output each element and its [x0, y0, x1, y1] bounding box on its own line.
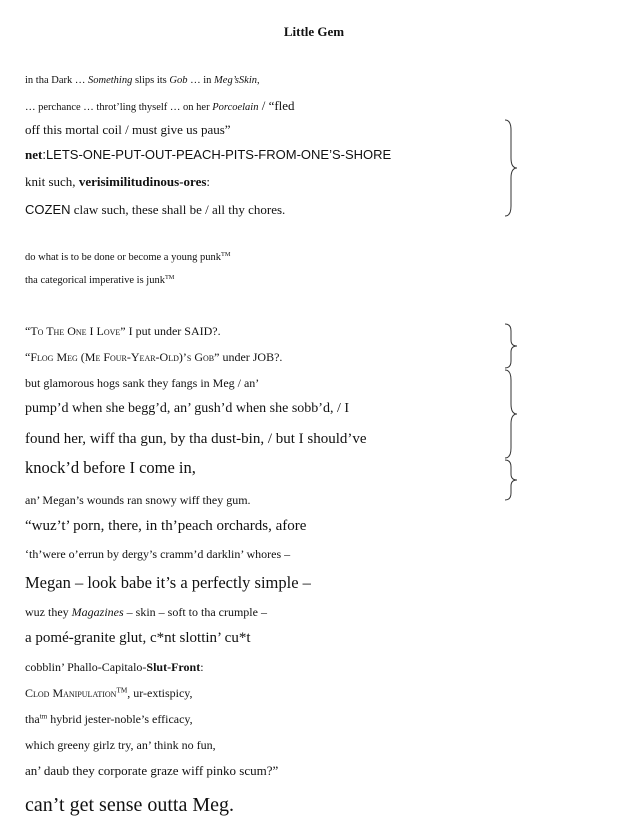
text: … perchance … throt’ling thyself … on her — [25, 102, 213, 113]
poem-line: found her, wiff tha gun, by tha dust-bin, / but I should’ve — [25, 431, 367, 447]
small-caps-text: “To The One I Love” — [25, 324, 126, 338]
poem-line: Megan – look babe it’s a perfectly simple – — [25, 573, 311, 592]
poem-line — [25, 250, 231, 264]
text: hybrid jester-noble’s efficacy, — [47, 712, 193, 726]
bold-text: verisimilitudinous-ores — [78, 174, 207, 189]
poem-line: off this mortal coil / must give us paus” — [25, 122, 231, 137]
text: I put under SAID?. — [125, 324, 221, 338]
trademark-mark: TM — [220, 250, 231, 258]
poem-line: a pomé-granite glut, c*nt slottin’ cu*t — [25, 630, 251, 646]
poem-line: ‘th’were o’errun by dergy’s cramm’d darklin’ whores – — [25, 547, 291, 561]
small-caps-text: “Flog Meg (Me Four-Year-Old)’s Gob” — [25, 350, 220, 364]
italic-text: Porcoelain — [212, 102, 259, 113]
text: … in — [187, 75, 215, 86]
trademark-mark: TM — [116, 686, 128, 695]
italic-text: Something — [88, 75, 133, 86]
text: tha categorical imperative is junk — [25, 275, 165, 286]
poem-line — [25, 76, 260, 87]
poem-line — [25, 203, 285, 216]
poem-line: an’ daub they corporate graze wiff pinko scum?” — [25, 763, 279, 778]
text: cobblin’ Phallo-Capitalo- — [25, 660, 147, 674]
poem-line — [25, 606, 267, 618]
italic-text: Meg’sSkin — [214, 75, 257, 86]
poem-line: pump’d when she begg’d, an’ gush’d when she sobb’d, / I — [25, 401, 350, 416]
poem-line — [25, 99, 295, 114]
poem-line — [25, 351, 282, 363]
small-caps-text: Clod Manipulation — [25, 686, 117, 700]
text: in tha Dark … — [25, 75, 88, 86]
text: knit such, — [25, 174, 79, 189]
text: – skin – soft to tha crumple – — [123, 605, 267, 619]
text: under JOB?. — [219, 350, 283, 364]
text: tha — [25, 712, 40, 726]
poem-line: “wuz’t’ porn, there, in th’peach orchards, afore — [25, 518, 307, 534]
text: :LETS-ONE-PUT-OUT-PEACH-PITS-FROM-ONE’S-SHORE — [42, 147, 392, 162]
poem-title: Little Gem — [283, 24, 345, 39]
trademark-mark: TM — [164, 273, 175, 281]
poem-line — [25, 713, 193, 725]
curly-brace — [503, 458, 519, 502]
text: claw such, these shall be / all thy chores. — [70, 202, 286, 217]
italic-text: Gob — [169, 75, 188, 86]
poem-line — [25, 175, 210, 188]
curly-brace — [503, 368, 519, 460]
curly-brace — [503, 118, 519, 218]
text: wuz they — [25, 605, 72, 619]
text: : — [206, 174, 211, 189]
poem-line — [25, 325, 221, 337]
poem-line: but glamorous hogs sank they fangs in Meg / an’ — [25, 376, 260, 390]
text: COZEN — [25, 202, 71, 217]
poem-line — [25, 273, 175, 287]
text: , — [257, 75, 260, 86]
poem-line: can’t get sense outta Meg. — [25, 794, 235, 816]
text: / “fled — [258, 98, 295, 113]
poem-line — [25, 687, 193, 699]
bold-text: Slut-Front — [146, 660, 201, 674]
poem-line: knock’d before I come in, — [25, 458, 196, 477]
poem-line — [25, 661, 204, 673]
bold-text: net — [25, 147, 43, 162]
text: , ur-extispicy, — [127, 686, 193, 700]
text: : — [200, 660, 204, 674]
text: do what is to be done or become a young punk — [25, 252, 221, 263]
trademark-mark: tm — [39, 712, 48, 721]
poem-line: an’ Megan’s wounds ran snowy wiff they gum. — [25, 493, 251, 507]
italic-text: Magazines — [71, 605, 124, 619]
curly-brace — [503, 322, 519, 370]
poem-line — [25, 148, 391, 161]
poem-line: which greeny girlz try, an’ think no fun, — [25, 738, 216, 752]
text: slips its — [132, 75, 170, 86]
